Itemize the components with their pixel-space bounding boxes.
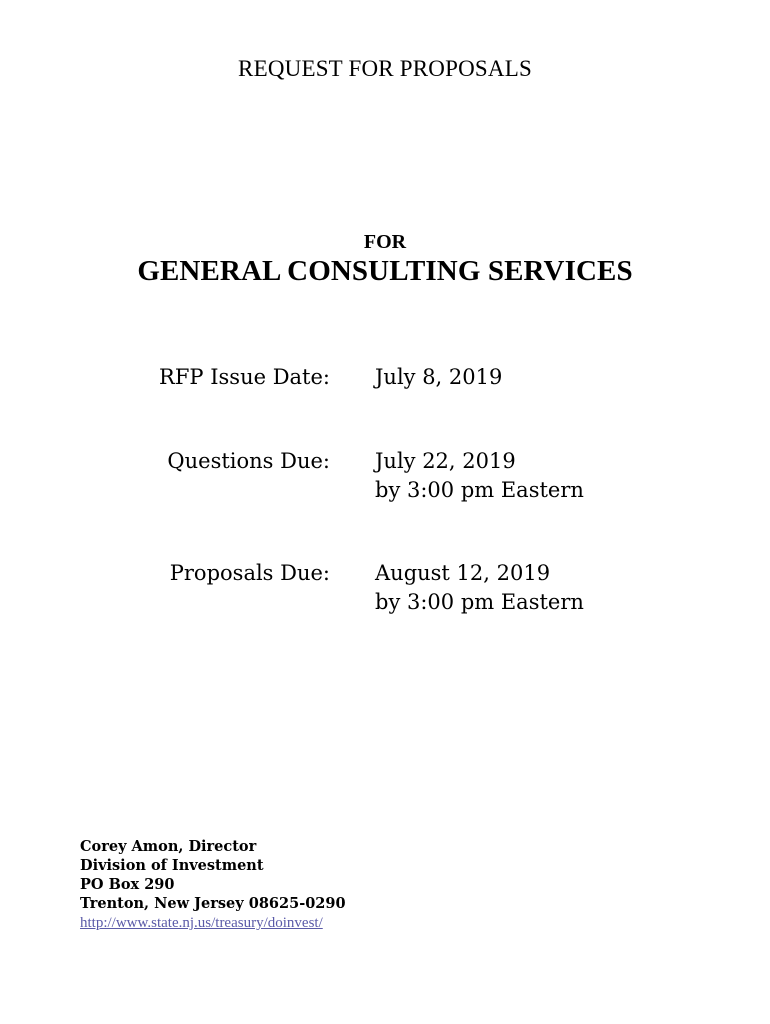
contact-url-link[interactable]: http://www.state.nj.us/treasury/doinvest/ — [80, 915, 323, 931]
date-label: RFP Issue Date: — [159, 365, 330, 389]
date-label: Proposals Due: — [169, 561, 330, 585]
date-value — [375, 363, 502, 392]
date-value-line: July 22, 2019 — [375, 449, 516, 473]
contact-city: Trenton, New Jersey 08625-0290 — [80, 895, 346, 912]
page-title: REQUEST FOR PROPOSALS — [238, 56, 532, 81]
contact-division: Division of Investment — [80, 857, 264, 874]
heading-services: GENERAL CONSULTING SERVICES — [137, 255, 633, 287]
contact-block — [80, 837, 346, 933]
contact-po-box: PO Box 290 — [80, 876, 175, 893]
date-value-line: August 12, 2019 — [375, 561, 551, 585]
date-value-line: July 8, 2019 — [375, 365, 503, 389]
date-value-line: by 3:00 pm Eastern — [375, 590, 584, 614]
contact-name: Corey Amon, Director — [80, 838, 257, 855]
date-value-line: by 3:00 pm Eastern — [375, 478, 584, 502]
date-value — [375, 559, 584, 617]
date-label: Questions Due: — [167, 449, 330, 473]
date-value — [375, 447, 584, 505]
heading-for: FOR — [363, 231, 407, 253]
